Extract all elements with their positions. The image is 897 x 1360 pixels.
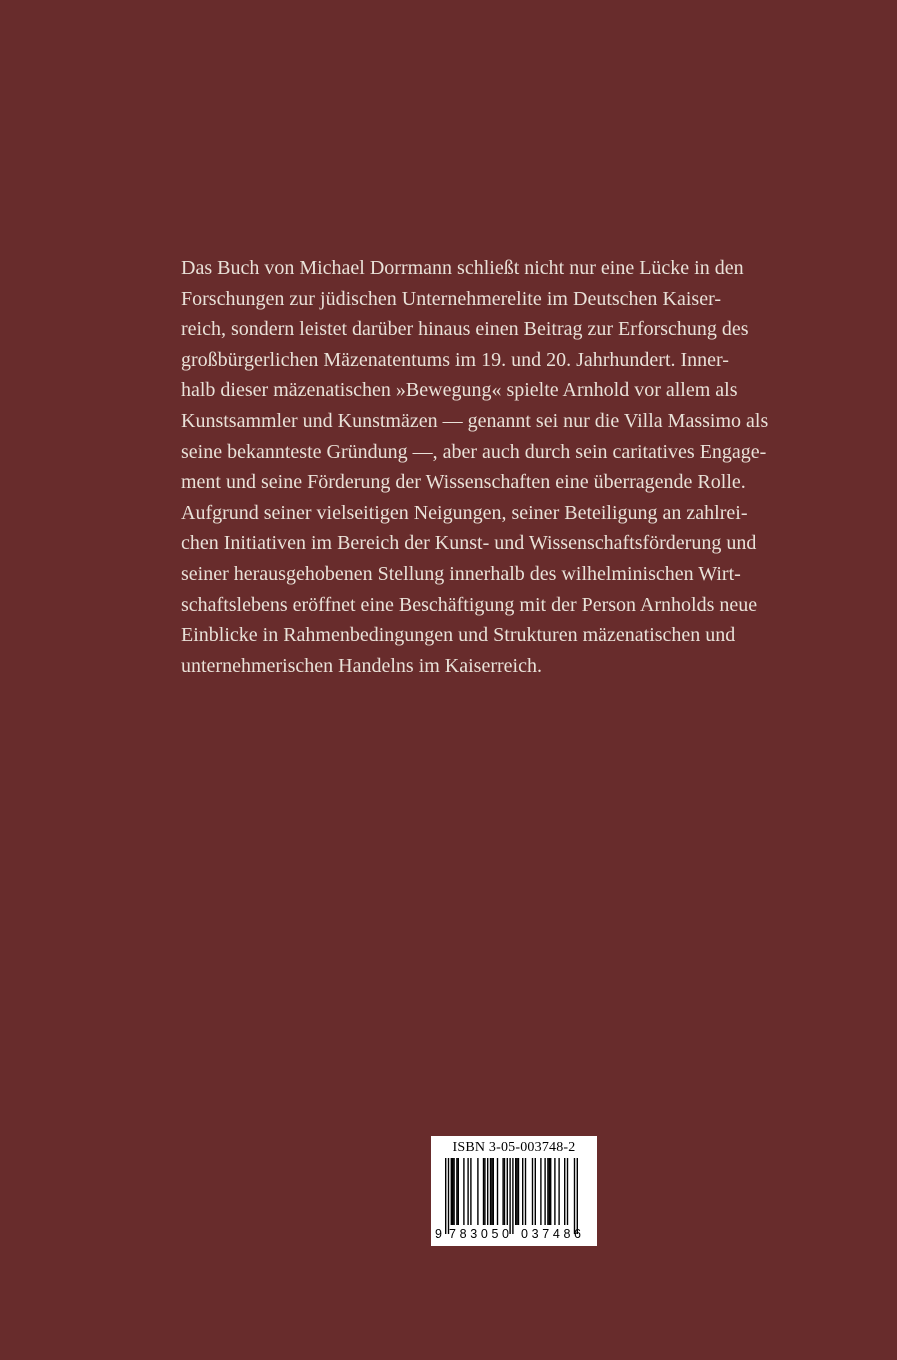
blurb-line: seiner herausgehobenen Stellung innerhalb des wilhelminischen Wirt-	[181, 562, 741, 585]
barcode-bar	[535, 1158, 536, 1225]
barcode-bar	[458, 1158, 459, 1225]
blurb-line: Kunstsammler und Kunstmäzen — genannt sei nur die Villa Massimo als	[181, 409, 769, 432]
isbn-barcode-label	[431, 1136, 597, 1246]
barcode-bar	[470, 1158, 471, 1225]
barcode-bar	[574, 1158, 575, 1234]
back-cover-blurb	[181, 253, 769, 681]
barcode-bar	[456, 1158, 457, 1225]
barcode-right-digits: 037486	[521, 1227, 581, 1241]
barcode-bar	[532, 1158, 533, 1225]
barcode-bar	[558, 1158, 559, 1225]
blurb-line: Das Buch von Michael Dorrmann schließt nicht nur eine Lücke in den	[181, 257, 744, 279]
barcode-bar	[509, 1158, 510, 1234]
barcode-lead-digit: 9	[435, 1227, 442, 1241]
barcode-bar	[467, 1158, 468, 1225]
barcode-bar	[567, 1158, 568, 1225]
barcode-bar	[484, 1158, 485, 1225]
barcode-bar	[518, 1158, 519, 1225]
blurb-line: schaftslebens eröffnet eine Beschäftigung mit der Person Arnholds neue	[181, 593, 758, 616]
blurb-line: Forschungen zur jüdischen Unternehmerelite im Deutschen Kaiser-	[181, 287, 721, 310]
barcode-bar	[577, 1158, 578, 1234]
barcode-bar	[540, 1158, 541, 1225]
barcode-bar	[490, 1158, 491, 1225]
barcode-bars	[445, 1158, 578, 1234]
blurb-line: unternehmerischen Handelns im Kaiserreich.	[181, 654, 542, 677]
barcode-bar	[564, 1158, 565, 1225]
barcode-bar	[445, 1158, 446, 1234]
barcode-left-digits: 783050	[449, 1227, 509, 1241]
barcode-bar	[483, 1158, 484, 1225]
barcode-bar	[550, 1158, 551, 1225]
blurb-line: seine bekannteste Gründung —, aber auch durch sein caritatives Engage-	[181, 440, 767, 463]
barcode-bar	[554, 1158, 555, 1225]
blurb-line: chen Initiativen im Bereich der Kunst- und Wissenschaftsförderung und	[181, 532, 757, 555]
isbn-number: ISBN 3-05-003748-2	[452, 1140, 576, 1155]
barcode-bar	[512, 1158, 513, 1234]
barcode	[431, 1158, 597, 1242]
barcode-bar	[463, 1158, 464, 1225]
barcode-bar	[453, 1158, 454, 1225]
barcode-bar	[525, 1158, 526, 1225]
blurb-line: halb dieser mäzenatischen »Bewegung« spielte Arnhold vor allem als	[181, 379, 738, 402]
blurb-line: Aufgrund seiner vielseitigen Neigungen, seiner Beteiligung an zahlrei-	[181, 501, 748, 524]
barcode-bar	[477, 1158, 478, 1225]
barcode-bar	[515, 1158, 516, 1225]
barcode-bar	[451, 1158, 452, 1225]
barcode-bar	[502, 1158, 503, 1225]
barcode-bar	[448, 1158, 449, 1234]
barcode-bar	[491, 1158, 492, 1225]
blurb-line: reich, sondern leistet darüber hinaus einen Beitrag zur Erforschung des	[181, 318, 749, 341]
blurb-line: ment und seine Förderung der Wissenschaften eine überragende Rolle.	[181, 471, 746, 494]
barcode-bar	[522, 1158, 523, 1225]
barcode-bar	[497, 1158, 498, 1225]
barcode-bar	[547, 1158, 548, 1225]
barcode-bar	[493, 1158, 494, 1225]
barcode-bar	[452, 1158, 453, 1225]
barcode-bar	[507, 1158, 508, 1225]
barcode-bar	[549, 1158, 550, 1225]
blurb-line: Einblicke in Rahmenbedingungen und Strukturen mäzenatischen und	[181, 624, 736, 647]
barcode-bar	[544, 1158, 545, 1225]
barcode-bar	[487, 1158, 488, 1225]
blurb-line: großbürgerlichen Mäzenatentums im 19. und 20. Jahrhundert. Inner-	[181, 348, 729, 371]
barcode-bar	[516, 1158, 517, 1225]
barcode-bar	[504, 1158, 505, 1225]
